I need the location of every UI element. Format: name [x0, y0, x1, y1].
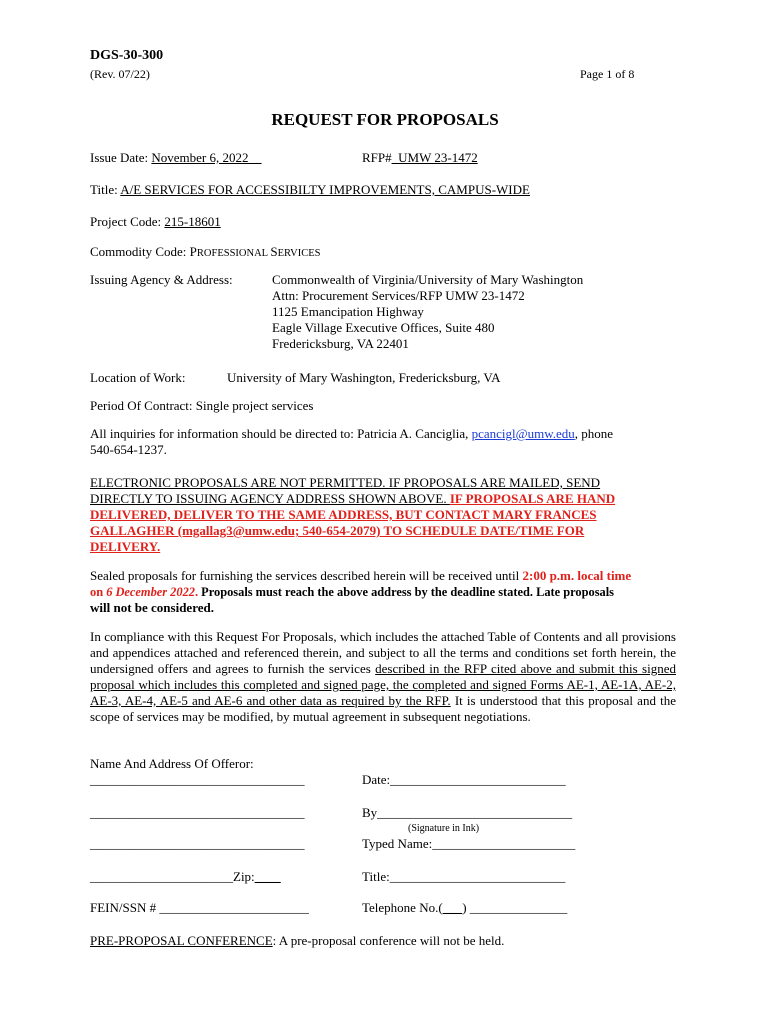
- zip-line[interactable]: ______________________Zip:____: [90, 869, 281, 884]
- rfp-title: [90, 182, 530, 198]
- electronic-notice-line: ELECTRONIC PROPOSALS ARE NOT PERMITTED. IF PROPOSALS ARE MAILED, SEND: [90, 475, 601, 490]
- typed-name-label: Typed Name:: [362, 836, 433, 851]
- compliance-paragraph: In compliance with this Request For Proposals, which includes the attached Table of Contents and all provisions and appendices attached and referenced therein, and subject to all the terms and conditions set forth herein, the undersigned offers and agrees to furnish the services described in the RFP cited above and submit this signed proposal which includes this completed and signed page, the completed and signed Forms AE-1, AE-1A, AE-2, AE-3, AE-4, AE-5 and AE-6 and other data as required by the RFP. It is understood that this proposal and the scope of services may be modified, by mutual agreement in subsequent negotiations.: [90, 629, 676, 724]
- address-line: Fredericksburg, VA 22401: [272, 336, 409, 351]
- page-number: Page 1 of 8: [580, 67, 635, 81]
- document-title: REQUEST FOR PROPOSALS: [271, 110, 499, 129]
- rfp-number: [362, 150, 478, 166]
- fein-field[interactable]: FEIN/SSN # _______________________: [90, 900, 309, 915]
- title-label: Title:: [362, 869, 390, 884]
- date-field[interactable]: Date:___________________________: [362, 772, 566, 787]
- offeror-name-label: Name And Address Of Offeror:: [90, 756, 254, 771]
- issue-date-value: November 6, 2022__: [151, 150, 262, 165]
- zip-label: Zip:: [233, 869, 255, 884]
- commodity-code-rest1: ROFESSIONAL: [196, 248, 271, 259]
- rfp-value: _UMW 23-1472: [391, 150, 478, 165]
- electronic-notice-line: DELIVERED, DELIVER TO THE SAME ADDRESS, BUT CONTACT MARY FRANCES: [90, 507, 597, 522]
- commodity-code-rest2: ERVICES: [277, 248, 321, 259]
- rfp-title-label: Title:: [90, 182, 121, 197]
- rfp-label: RFP#: [362, 150, 392, 165]
- inquiries-text: All inquiries for information should be directed to: Patricia A. Canciglia,: [90, 426, 472, 441]
- address-line: 1125 Emancipation Highway: [272, 304, 424, 319]
- issuing-agency-label: Issuing Agency & Address:: [90, 272, 233, 287]
- location-value: University of Mary Washington, Fredericksburg, VA: [227, 370, 501, 385]
- telephone-field[interactable]: Telephone No.(___) _______________: [362, 900, 568, 915]
- sealed-proposals-line: Sealed proposals for furnishing the services described herein will be received until 2:00 p.m. local time: [90, 568, 632, 583]
- sealed-proposals-line: on 6 December 2022. Proposals must reach the above address by the deadline stated. Late proposals: [90, 585, 614, 599]
- commodity-code-label: Commodity Code:: [90, 244, 190, 259]
- inquiries-phone: 540-654-1237.: [90, 442, 167, 457]
- signature-field[interactable]: By______________________________: [362, 805, 573, 820]
- issue-date: [90, 150, 262, 166]
- inquiries-phone-label: , phone: [574, 426, 614, 441]
- revision: (Rev. 07/22): [90, 67, 150, 81]
- commodity-code: [90, 244, 320, 262]
- offeror-address-field-2[interactable]: _________________________________: [90, 836, 305, 851]
- commodity-code-p: P: [189, 244, 197, 259]
- inquiries-email-link[interactable]: pcancigl@umw.edu: [471, 426, 575, 441]
- project-code: [90, 214, 221, 230]
- electronic-notice-line: DELIVERY.: [90, 539, 161, 554]
- zip-field[interactable]: ____: [254, 869, 281, 884]
- electronic-notice-line: DIRECTLY TO ISSUING AGENCY ADDRESS SHOWN ABOVE. IF PROPOSALS ARE HAND: [90, 491, 616, 506]
- offeror-name-field[interactable]: _________________________________: [90, 772, 305, 787]
- form-id: DGS-30-300: [90, 48, 164, 63]
- issuing-agency-address: [272, 272, 583, 352]
- project-code-value: 215-18601: [164, 214, 221, 229]
- telephone-label: Telephone No.(: [362, 900, 443, 915]
- by-label: By: [362, 805, 378, 820]
- date-label: Date:: [362, 772, 391, 787]
- period-of-contract: Period Of Contract: Single project services: [90, 398, 314, 413]
- electronic-notice-line: GALLAGHER (mgallag3@umw.edu; 540-654-2079) TO SCHEDULE DATE/TIME FOR: [90, 523, 585, 538]
- pre-proposal-label: PRE-PROPOSAL CONFERENCE: [90, 933, 273, 948]
- typed-name-field[interactable]: Typed Name:______________________: [362, 836, 576, 851]
- sealed-proposals-line: will not be considered.: [90, 600, 214, 615]
- offeror-address-field[interactable]: _________________________________: [90, 805, 305, 820]
- project-code-label: Project Code:: [90, 214, 165, 229]
- inquiries: [90, 426, 613, 442]
- commodity-code-s: S: [270, 244, 278, 259]
- location-label: Location of Work:: [90, 370, 186, 385]
- address-line: Commonwealth of Virginia/University of Mary Washington: [272, 272, 584, 287]
- signature-note: (Signature in Ink): [408, 823, 480, 834]
- address-line: Attn: Procurement Services/RFP UMW 23-1472: [272, 288, 525, 303]
- deadline-date: 6 December 2022: [106, 585, 195, 599]
- fein-label: FEIN/SSN #: [90, 900, 160, 915]
- address-line: Eagle Village Executive Offices, Suite 480: [272, 320, 495, 335]
- title-field[interactable]: Title:___________________________: [362, 869, 566, 884]
- rfp-title-value: A/E SERVICES FOR ACCESSIBILTY IMPROVEMENTS, CAMPUS-WIDE: [120, 182, 530, 197]
- deadline-time: 2:00 p.m. local time: [522, 568, 632, 583]
- issue-date-label: Issue Date:: [90, 150, 152, 165]
- pre-proposal-conference: PRE-PROPOSAL CONFERENCE: A pre-proposal conference will not be held.: [90, 933, 505, 948]
